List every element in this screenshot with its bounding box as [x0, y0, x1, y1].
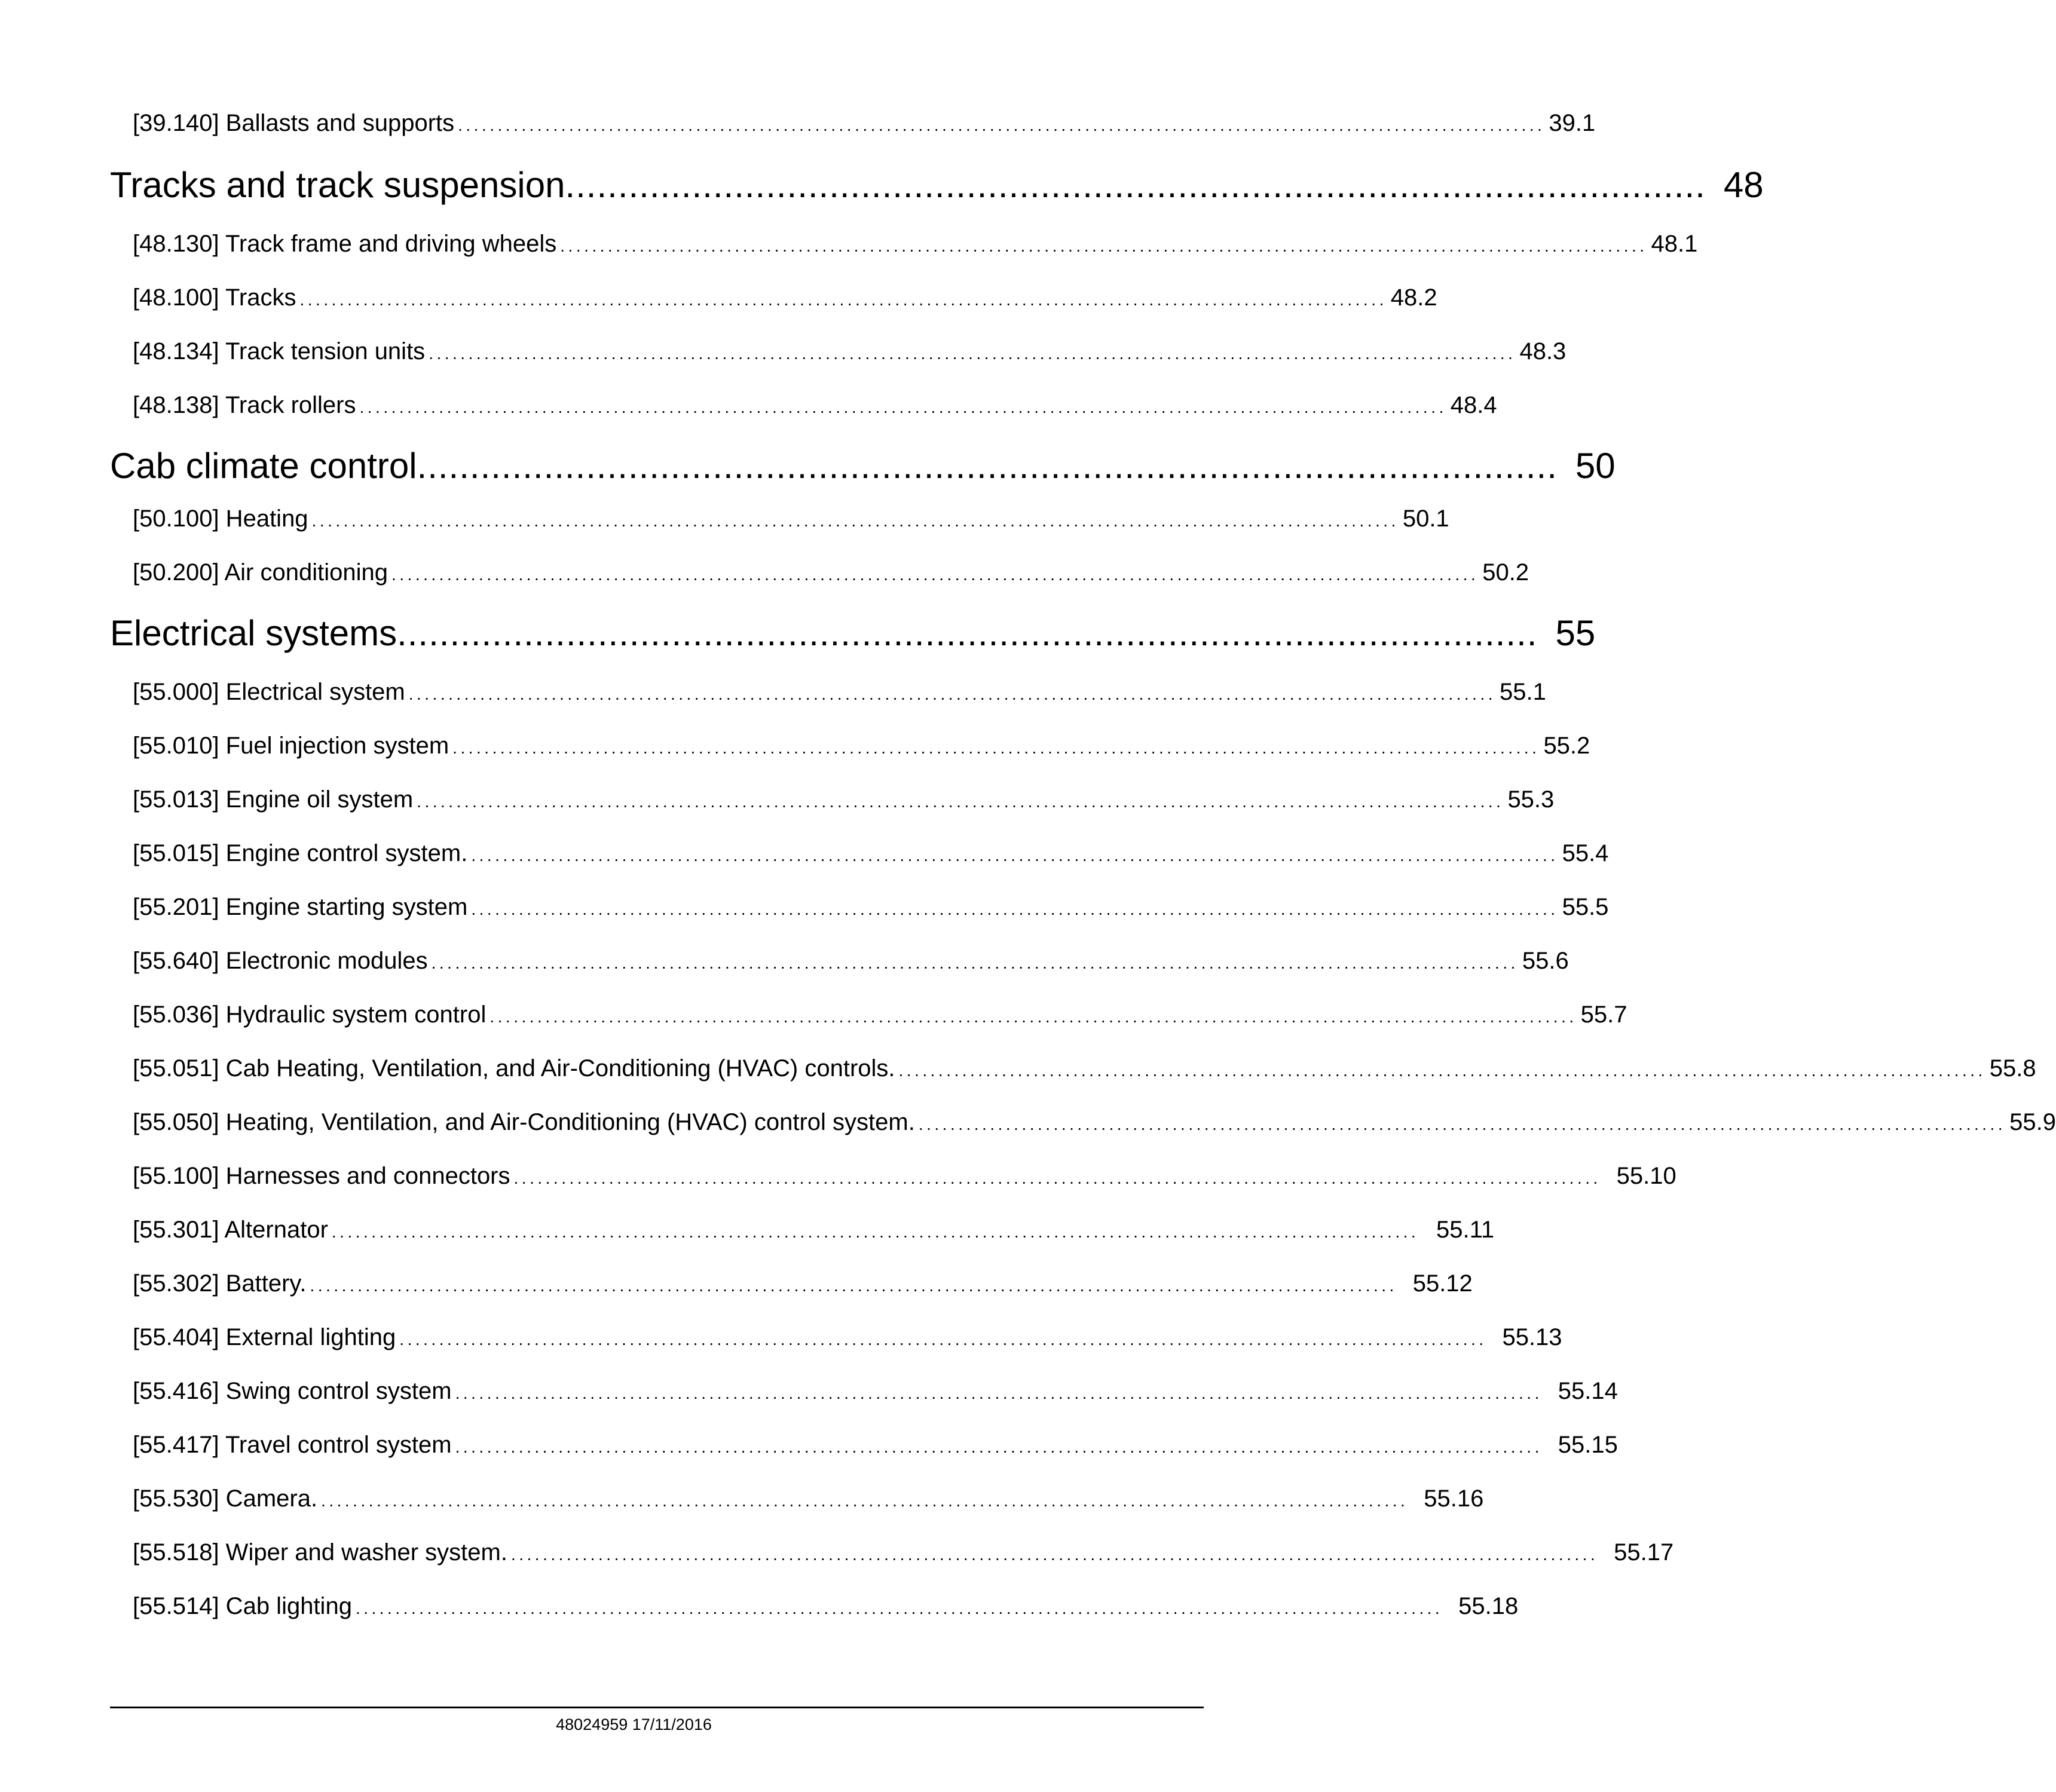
dot-leader: ......................................................................................................................................... — [311, 511, 1399, 530]
toc-entry[interactable] — [133, 893, 1609, 924]
dot-leader: ......................................................................................................................................... — [510, 1545, 1599, 1564]
toc-entry[interactable] — [133, 1323, 1562, 1354]
footer-doc-id: 48024959 17/11/2016 — [556, 1716, 712, 1733]
toc-entry-page: 55.13 — [1502, 1324, 1562, 1350]
toc-entry[interactable] — [133, 1269, 1473, 1300]
toc-section-label: Cab climate control — [110, 446, 417, 486]
toc-entry-label: [48.134] Track tension units — [133, 338, 426, 364]
toc-entry-label: [55.416] Swing control system — [133, 1378, 452, 1404]
toc-entry-label: [55.010] Fuel injection system — [133, 733, 449, 759]
toc-entry-page: 50.1 — [1402, 506, 1449, 532]
dot-leader: ......................................................................................................................................... — [431, 954, 1519, 972]
toc-entry-page: 55.3 — [1507, 786, 1555, 813]
toc-entry[interactable] — [133, 1484, 1484, 1515]
toc-section-label: Tracks and track suspension — [110, 165, 565, 205]
toc-entry-label: [55.302] Battery. — [133, 1270, 307, 1297]
dot-leader: ......................................................................................................................................... — [417, 792, 1504, 811]
toc-entry-page: 55.18 — [1458, 1593, 1519, 1619]
toc-entry[interactable] — [133, 1430, 1618, 1462]
dot-leader: ......................................................................................................................................... — [355, 1599, 1443, 1618]
dot-leader: ......................................................................................................................................... — [331, 1223, 1419, 1241]
toc-entry-label: [55.000] Electrical system — [133, 679, 405, 705]
dot-leader: ......................................................................................................................................... — [452, 739, 1540, 757]
toc-entry-page: 55.10 — [1616, 1163, 1676, 1189]
toc-entry[interactable] — [133, 1054, 2036, 1085]
dot-leader: ......................................................................................................................................... — [898, 1061, 1986, 1080]
toc-entry-page: 48.1 — [1651, 231, 1698, 257]
toc-entry[interactable] — [133, 558, 1529, 589]
toc-entry[interactable] — [133, 1377, 1618, 1408]
toc-entry-label: [55.404] External lighting — [133, 1324, 396, 1350]
toc-entry-label: [55.050] Heating, Ventilation, and Air-Conditioning (HVAC) control system. — [133, 1109, 915, 1135]
dot-leader: ......................................................................................................................................... — [299, 290, 1387, 309]
toc-entry-page: 55.15 — [1558, 1432, 1618, 1458]
toc-entry-label: [48.100] Tracks — [133, 284, 296, 311]
toc-entry-page: 48.3 — [1519, 338, 1567, 364]
toc-entry-page: 55.7 — [1580, 1001, 1627, 1028]
toc-entry-page: 55.11 — [1436, 1217, 1495, 1243]
dot-leader: ......................................................................................................................................... — [489, 1007, 1577, 1026]
toc-entry-label: [55.640] Electronic modules — [133, 948, 428, 974]
dot-leader: ............................................................................................................ — [565, 165, 1706, 205]
toc-entry[interactable] — [133, 391, 1497, 422]
toc-entry[interactable] — [133, 109, 1596, 140]
toc-section-heading[interactable] — [110, 445, 1616, 488]
toc-entry-page: 39.1 — [1549, 110, 1596, 136]
toc-entry[interactable] — [133, 337, 1567, 368]
dot-leader: ......................................................................................................................................... — [458, 116, 1546, 134]
toc-section-page: 48 — [1723, 165, 1764, 205]
dot-leader: ......................................................................................................................................... — [391, 565, 1479, 584]
dot-leader: ......................................................................................................................................... — [399, 1330, 1487, 1349]
toc-entry[interactable] — [133, 1162, 1676, 1193]
toc-entry-label: [55.201] Engine starting system — [133, 894, 468, 920]
toc-section-heading[interactable] — [110, 612, 1596, 655]
toc-entry[interactable] — [133, 731, 1590, 762]
toc-entry[interactable] — [133, 946, 1569, 978]
toc-entry[interactable] — [133, 504, 1449, 535]
toc-entry-page: 55.1 — [1500, 679, 1546, 705]
dot-leader: ......................................................................................................................................... — [359, 398, 1447, 416]
toc-entry-page: 55.8 — [1989, 1055, 2036, 1082]
toc-entry[interactable] — [133, 1000, 1627, 1031]
toc-entry-label: [39.140] Ballasts and supports — [133, 110, 455, 136]
toc-entry-page: 55.5 — [1562, 894, 1609, 920]
dot-leader: ......................................................................................................................................... — [455, 1438, 1543, 1456]
dot-leader: ......................................................................................................................................... — [321, 1491, 1409, 1510]
toc-entry-page: 55.2 — [1543, 733, 1590, 759]
toc-entry-label: [55.013] Engine oil system — [133, 786, 414, 813]
toc-entry[interactable] — [133, 229, 1698, 261]
dot-leader: ......................................................................................................................................... — [471, 900, 1559, 918]
toc-entry-page: 55.14 — [1558, 1378, 1618, 1404]
toc-entry[interactable] — [133, 1108, 2056, 1139]
toc-entry-label: [55.417] Travel control system — [133, 1432, 452, 1458]
toc-entry-label: [55.514] Cab lighting — [133, 1593, 352, 1619]
toc-entry-label: [55.015] Engine control system. — [133, 840, 468, 866]
toc-entry-label: [48.130] Track frame and driving wheels — [133, 231, 557, 257]
toc-entry[interactable] — [133, 678, 1546, 709]
dot-leader: ......................................................................................................................................... — [513, 1169, 1601, 1187]
toc-entry-label: [55.036] Hydraulic system control — [133, 1001, 487, 1028]
toc-section-label: Electrical systems — [110, 613, 397, 653]
toc-entry[interactable] — [133, 785, 1555, 816]
toc-entry[interactable] — [133, 1592, 1519, 1623]
toc-entry-page: 48.2 — [1390, 284, 1437, 311]
toc-entry-page: 55.16 — [1424, 1485, 1484, 1512]
toc-section-page: 55 — [1555, 613, 1596, 653]
toc-entry-page: 55.6 — [1522, 948, 1569, 974]
toc-entry-label: [50.200] Air conditioning — [133, 559, 388, 586]
toc-entry[interactable] — [133, 1215, 1495, 1246]
toc-entry-label: [48.138] Track rollers — [133, 392, 356, 418]
toc-entry-page: 55.17 — [1614, 1539, 1674, 1566]
dot-leader: ......................................................................................................................................... — [560, 237, 1648, 255]
toc-section-page: 50 — [1575, 446, 1616, 486]
toc-entry-page: 55.9 — [2009, 1109, 2056, 1135]
dot-leader: ............................................................................................................ — [397, 613, 1538, 653]
dot-leader: ............................................................................................................ — [417, 446, 1558, 486]
toc-entry-label: [50.100] Heating — [133, 506, 308, 532]
toc-entry-label: [55.301] Alternator — [133, 1217, 328, 1243]
dot-leader: ......................................................................................................................................... — [429, 344, 1516, 363]
dot-leader: ......................................................................................................................................... — [455, 1384, 1543, 1402]
dot-leader: ......................................................................................................................................... — [471, 846, 1559, 865]
toc-entry-page: 55.12 — [1412, 1270, 1473, 1297]
toc-section-heading[interactable] — [110, 164, 1764, 207]
dot-leader: ......................................................................................................................................... — [408, 685, 1497, 703]
toc-entry[interactable] — [133, 1538, 1674, 1569]
toc-entry-page: 55.4 — [1562, 840, 1609, 866]
toc-entry-label: [55.100] Harnesses and connectors — [133, 1163, 510, 1189]
toc-entry-page: 48.4 — [1450, 392, 1497, 418]
dot-leader: ......................................................................................................................................... — [918, 1115, 2006, 1134]
dot-leader: ......................................................................................................................................... — [310, 1276, 1397, 1295]
toc-entry-label: [55.051] Cab Heating, Ventilation, and Air-Conditioning (HVAC) controls. — [133, 1055, 895, 1082]
toc-entry[interactable] — [133, 839, 1609, 870]
footer-divider — [110, 1707, 1204, 1708]
toc-entry-page: 50.2 — [1482, 559, 1529, 586]
toc-entry[interactable] — [133, 283, 1437, 314]
toc-entry-label: [55.530] Camera. — [133, 1485, 318, 1512]
toc-entry-label: [55.518] Wiper and washer system. — [133, 1539, 507, 1566]
